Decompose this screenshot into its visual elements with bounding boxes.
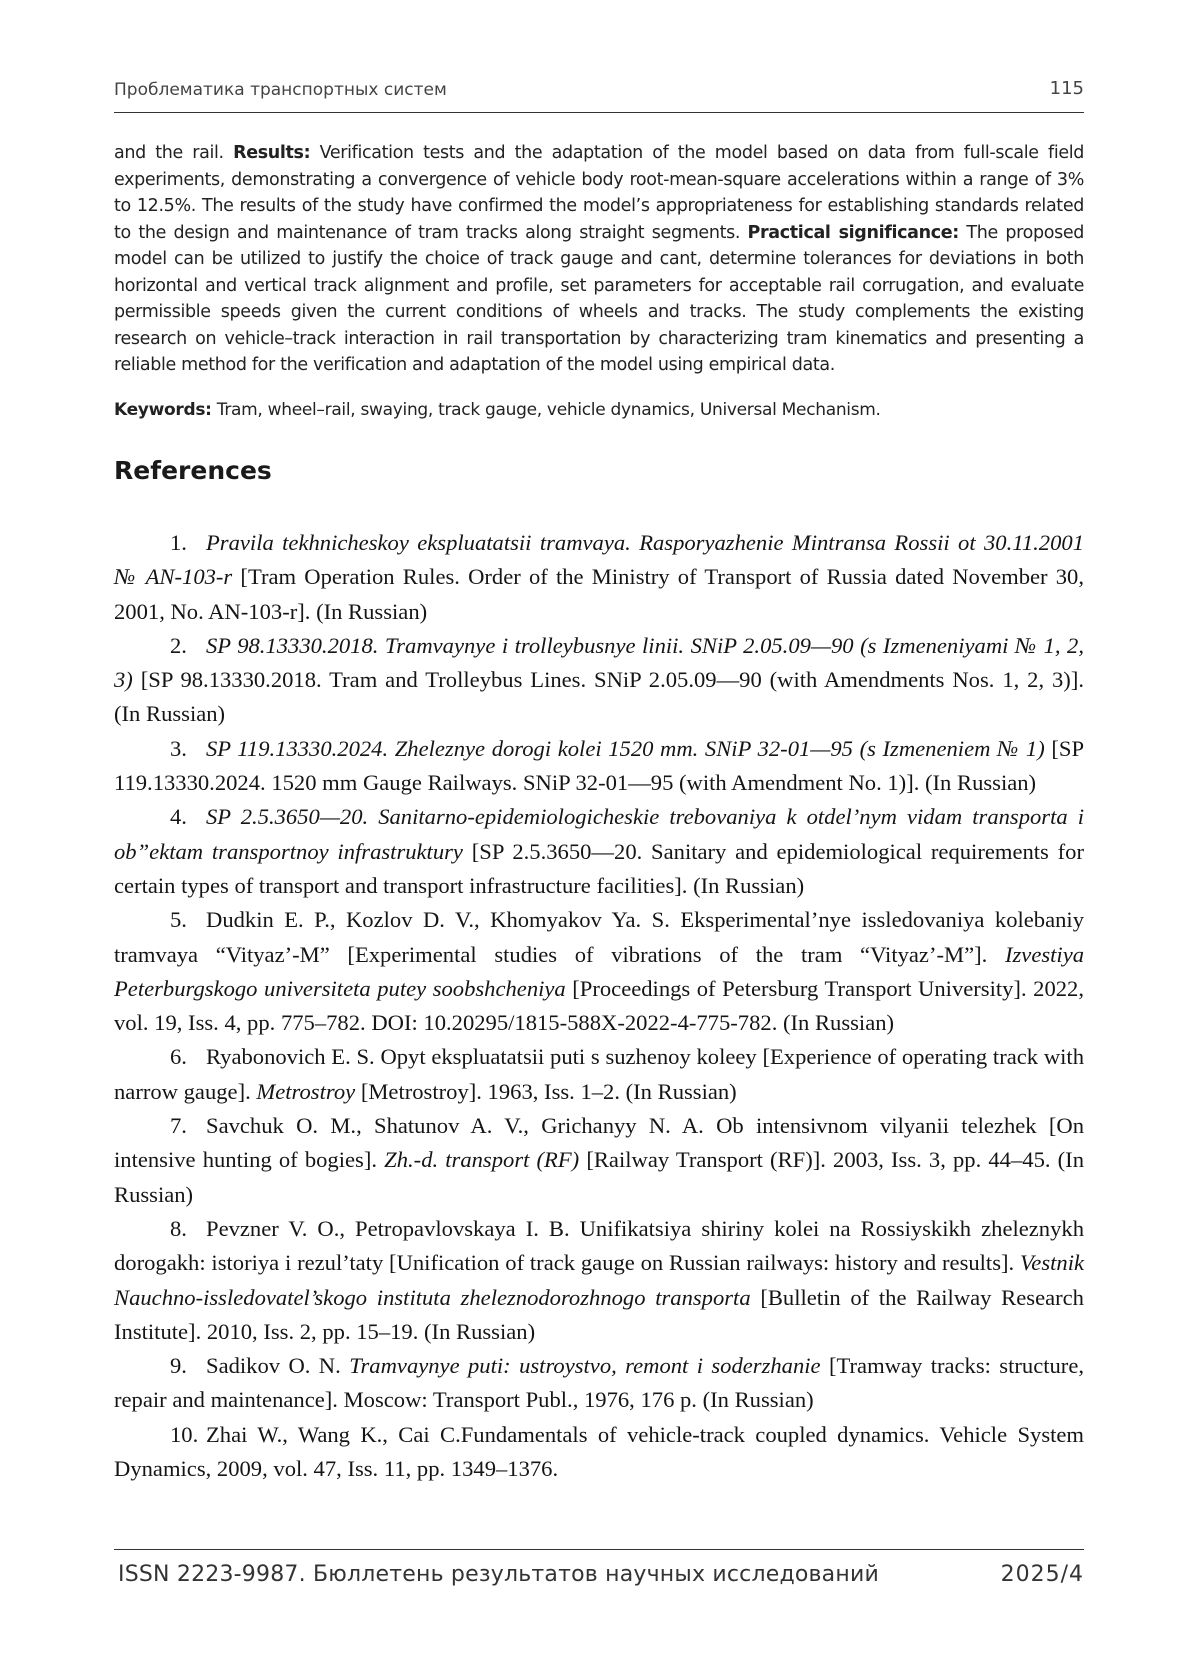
keywords-line (114, 398, 1084, 422)
reference-rest: [Tram Operation Rules. Order of the Ministry of Transport of Russia dated November 30, 2001, No. AN-103-r]. (In Russian) (114, 564, 1084, 624)
reference-item (114, 800, 1084, 903)
reference-number: 3. (170, 735, 187, 761)
reference-rest: [Tramway tracks: structure, repair and maintenance]. Moscow: Transport Publ., 1976, 176 p. (In Russian) (114, 1353, 1085, 1413)
reference-number: 6. (170, 1044, 187, 1070)
references-list (114, 526, 1084, 1486)
significance-label: Practical significance: (747, 222, 959, 243)
keywords-label: Keywords: (114, 400, 212, 420)
reference-number: 1. (170, 530, 187, 555)
header-divider (114, 112, 1084, 113)
reference-item (114, 1109, 1084, 1212)
page-footer (114, 1562, 1084, 1596)
references-heading: References (114, 456, 272, 485)
reference-italic: Vestnik Nauchno-issledovatel’skogo instituta zheleznodorozhnogo transporta (114, 1250, 1084, 1310)
reference-italic: Zh.-d. transport (RF) (384, 1147, 580, 1173)
reference-number: 5. (170, 907, 187, 933)
reference-item (114, 1349, 1084, 1418)
reference-italic: Tramvaynye puti: ustroystvo, remont i soderzhanie (349, 1353, 821, 1379)
reference-italic: Izvestiya Peterburgskogo universiteta putey soobshcheniya (114, 941, 1085, 1001)
reference-rest: [SP 98.13330.2018. Tram and Trolleybus Lines. SNiP 2.05.09—90 (with Amendments Nos. 1, 2, 3)]. (In Russian) (114, 667, 1084, 727)
reference-pre: Savchuk O. M., Shatunov A. V., Grichanyy N. A. Ob intensivnom vilyanii telezhek [On intensive hunting of bogies]. (114, 1113, 1084, 1173)
significance-text: The proposed model can be utilized to justify the choice of track gauge and cant, determine tolerances for deviations in both horizontal and vertical track alignment and profile, set parameters for acceptable rail corrugation, and evaluate permissible speeds given the current conditions of wheels and tracks. The study complements the existing research on vehicle–track interaction in rail transportation by characterizing tram kinematics and presenting a reliable method for the verification and adaptation of the model using empirical data. (114, 222, 1085, 375)
reference-item (114, 1212, 1084, 1349)
reference-rest: [SP 119.13330.2024. 1520 mm Gauge Railways. SNiP 32-01—95 (with Amendment No. 1)]. (In Russian) (114, 735, 1085, 796)
abstract-lead: and the rail. (114, 143, 224, 163)
running-header (114, 76, 1084, 106)
reference-item (114, 903, 1084, 1040)
reference-pre: Dudkin E. P., Kozlov D. V., Khomyakov Ya. S. Eksperimental’nye issledovaniya kolebaniy tramvaya “Vityaz’-M” [Experimental studies of vibrations of the tram “Vityaz’-M”]. (114, 907, 1084, 967)
reference-rest: [Proceedings of Petersburg Transport University]. 2022, vol. 19, Iss. 4, pp. 775–782. DOI: 10.20295/1815-588X-2022-4-775-782. (In Russian) (114, 975, 1084, 1036)
abstract-paragraph (114, 140, 1084, 379)
reference-number: 2. (170, 632, 187, 658)
reference-pre: Zhai W., Wang K., Cai C.Fundamentals of vehicle-track coupled dynamics. Vehicle System Dynamics, 2009, vol. 47, Iss. 11, pp. 1349–1376. (114, 1421, 1084, 1482)
reference-rest: [SP 2.5.3650—20. Sanitary and epidemiological requirements for certain types of transport and transport infrastructure facilities]. (In Russian) (114, 838, 1084, 898)
keywords-text: Tram, wheel–rail, swaying, track gauge, vehicle dynamics, Universal Mechanism. (216, 400, 881, 420)
reference-italic: SP 98.13330.2018. Tramvaynye i trolleybusnye linii. SNiP 2.05.09—90 (s Izmeneniyami № 1, 2, 3) (114, 632, 1084, 693)
reference-number: 7. (170, 1113, 187, 1139)
reference-number: 4. (170, 804, 187, 830)
results-text: Verification tests and the adaptation of the model based on data from full-scale field experiments, demonstrating a convergence of vehicle body root-mean-square accelerations within a range of 3% to 12.5%. The results of the study have confirmed the model’s appropriateness for establishing standards related to the design and maintenance of tram tracks along straight segments. (114, 143, 1085, 243)
reference-rest: [Metrostroy]. 1963, Iss. 1–2. (In Russian) (360, 1078, 737, 1104)
reference-pre: Pevzner V. O., Petropavlovskaya I. B. Unifikatsiya shiriny kolei na Rossiyskikh zheleznykh dorogakh: istoriya i rezul’taty [Unification of track gauge on Russian railways: history and results]. (114, 1215, 1084, 1276)
reference-italic: SP 119.13330.2024. Zheleznye dorogi kolei 1520 mm. SNiP 32-01—95 (s Izmeneniem № 1) (206, 735, 1045, 761)
reference-item (114, 732, 1084, 801)
reference-item (114, 1040, 1084, 1109)
reference-number: 9. (170, 1353, 187, 1379)
reference-pre: Ryabonovich E. S. Opyt ekspluatatsii puti s suzhenoy koleey [Experience of operating track with narrow gauge]. (114, 1044, 1084, 1104)
reference-rest: [Railway Transport (RF)]. 2003, Iss. 3, pp. 44–45. (In Russian) (114, 1147, 1084, 1207)
reference-pre: Sadikov O. N. (206, 1353, 341, 1379)
reference-number: 10. (170, 1421, 199, 1447)
reference-rest: [Bulletin of the Railway Research Institute]. 2010, Iss. 2, pp. 15–19. (In Russian) (114, 1284, 1084, 1344)
footer-divider (114, 1549, 1084, 1550)
reference-item (114, 629, 1084, 732)
reference-number: 8. (170, 1215, 187, 1241)
reference-item (114, 1418, 1084, 1487)
footer-issue: 2025/4 (1000, 1562, 1084, 1587)
footer-issn: ISSN 2223-9987. Бюллетень результатов научных исследований (118, 1562, 879, 1587)
page-number: 115 (1049, 78, 1084, 99)
reference-italic: SP 2.5.3650—20. Sanitarno-epidemiologicheskie trebovaniya k otdel’nym vidam transporta i ob”ektam transportnoy infrastruktury (114, 804, 1084, 864)
reference-italic: Pravila tekhnicheskoy ekspluatatsii tramvaya. Rasporyazhenie Mintransa Rossii ot 30.11.2001 № AN-103-r (114, 530, 1084, 590)
results-label: Results: (233, 143, 311, 163)
journal-section-title: Проблематика транспортных систем (114, 80, 447, 100)
reference-item (114, 526, 1084, 629)
reference-italic: Metrostroy (256, 1078, 356, 1104)
